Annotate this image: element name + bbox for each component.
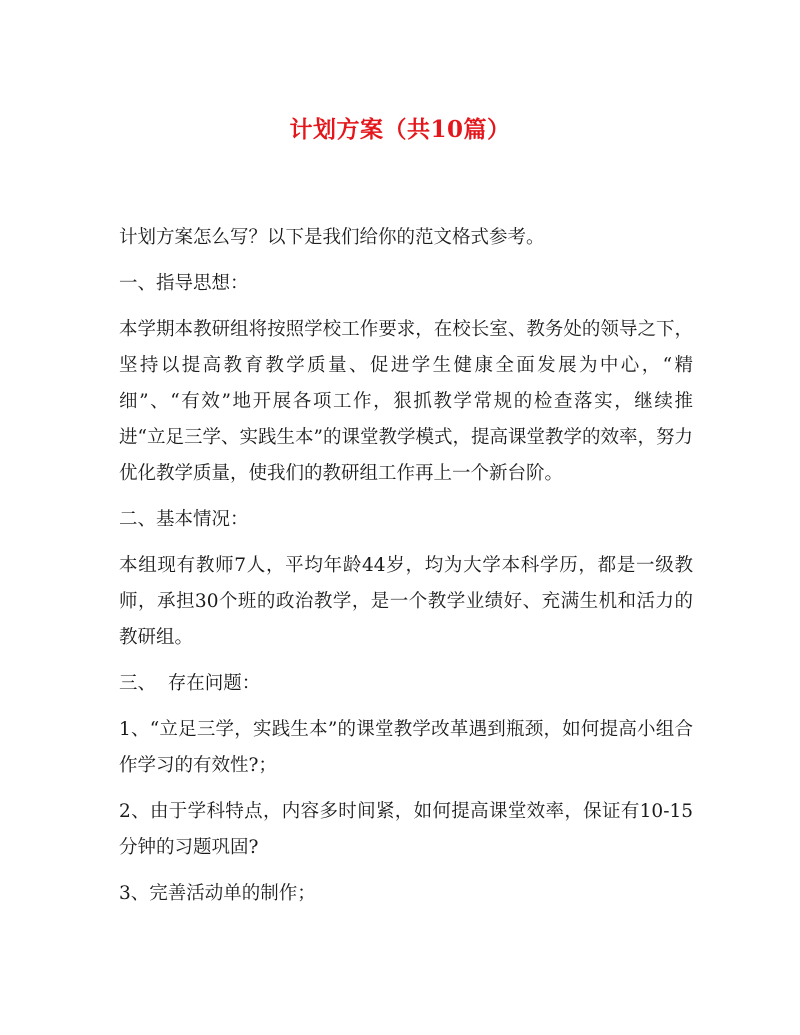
problem-item-3: 3、完善活动单的制作； bbox=[119, 883, 316, 904]
document-body bbox=[119, 220, 693, 922]
intro-paragraph: 计划方案怎么写？以下是我们给你的范文格式参考。 bbox=[119, 227, 545, 248]
document-title: 计划方案（共10篇） bbox=[289, 116, 511, 143]
section-heading-guiding-thought: 一、指导思想： bbox=[119, 273, 249, 294]
section-heading-existing-problems: 三、 存在问题： bbox=[119, 673, 261, 694]
basic-situation-paragraph: 本组现有教师7人，平均年龄44岁，均为大学本科学历，都是一级教师，承担30个班的政治教学，是一个教学业绩好、充满生机和活力的教研组。 bbox=[119, 555, 693, 648]
section-heading-basic-situation: 二、基本情况： bbox=[119, 509, 249, 530]
problem-item-2: 2、由于学科特点，内容多时间紧，如何提高课堂效率，保证有10-15分钟的习题巩固? bbox=[119, 801, 693, 858]
problem-item-1: 1、“立足三学，实践生本”的课堂教学改革遇到瓶颈，如何提高小组合作学习的有效性?； bbox=[119, 719, 693, 776]
guiding-thought-paragraph: 本学期本教研组将按照学校工作要求，在校长室、教务处的领导之下，坚持以提高教育教学质量、促进学生健康全面发展为中心，“精细”、“有效”地开展各项工作，狠抓教学常规的检查落实，继续推进“立足三学、实践生本”的课堂教学模式，提高课堂教学的效率，努力优化教学质量，使我们的教研组工作再上一个新台阶。 bbox=[119, 319, 693, 484]
